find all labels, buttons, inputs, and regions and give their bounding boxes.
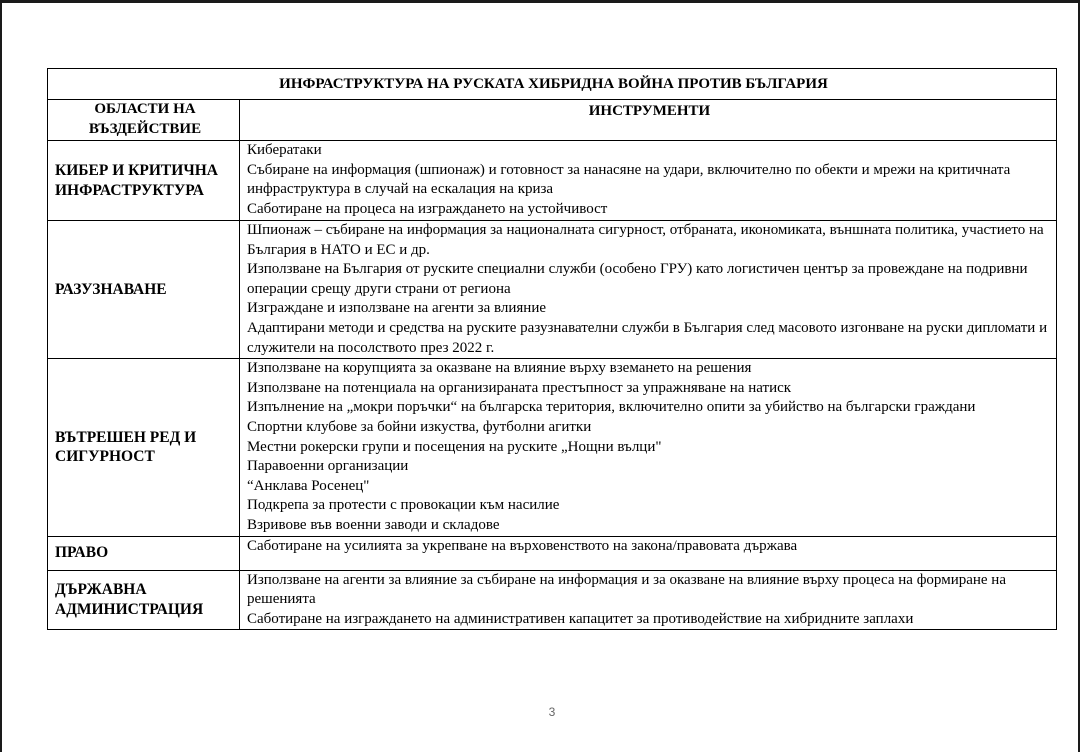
instrument-item: Адаптирани методи и средства на руските разузнавателни служби в България след масовото изгонване на руски дипломати и служители на посолството през 2022 г. <box>247 319 1048 356</box>
area-cell-administration: ДЪРЖАВНА АДМИНИСТРАЦИЯ <box>48 570 240 630</box>
instruments-cell-intelligence <box>240 221 1057 359</box>
instruments-cell-administration <box>240 570 1057 630</box>
instruments-cell-internal-order <box>240 359 1057 536</box>
instrument-item: Използване на агенти за влияние за събиране на информация и за оказване на влияние върху процеса на формиране на решенията <box>247 571 1006 608</box>
instrument-item: “Анклава Росенец" <box>247 477 370 494</box>
instrument-item: Шпионаж – събиране на информация за националната сигурност, отбраната, икономиката, външната политика, участието на България в НАТО и ЕС и др. <box>247 222 1044 258</box>
instrument-item: Изпълнение на „мокри поръчки“ на българска територия, включително опити за убийство на български граждани <box>247 399 976 416</box>
instrument-item: Използване на корупцията за оказване на влияние върху вземането на решения <box>247 360 752 377</box>
instrument-item: Местни рокерски групи и посещения на руските „Нощни вълци" <box>247 438 662 455</box>
hybrid-war-infrastructure-table <box>47 68 1057 630</box>
table-row <box>48 570 1057 630</box>
instrument-item: Саботиране на изграждането на административен капацитет за противодействие на хибридните заплахи <box>247 610 914 627</box>
area-cell-internal-order: ВЪТРЕШЕН РЕД И СИГУРНОСТ <box>48 359 240 536</box>
column-header-instruments: ИНСТРУМЕНТИ <box>240 100 1057 141</box>
instrument-item: Саботиране на процеса на изграждането на устойчивост <box>247 200 608 217</box>
table-row <box>48 359 1057 536</box>
instruments-cell-cyber <box>240 141 1057 221</box>
title-row <box>48 69 1057 100</box>
column-header-areas: ОБЛАСТИ НА ВЪЗДЕЙСТВИЕ <box>48 100 240 141</box>
instrument-item: Подкрепа за протести с провокации към насилие <box>247 497 560 514</box>
instrument-item: Спортни клубове за бойни изкуства, футболни агитки <box>247 418 592 435</box>
area-cell-cyber: КИБЕР И КРИТИЧНА ИНФРАСТРУКТУРА <box>48 141 240 221</box>
instrument-item: Паравоенни организации <box>247 458 409 475</box>
area-cell-law: ПРАВО <box>48 536 240 570</box>
area-cell-intelligence: РАЗУЗНАВАНЕ <box>48 221 240 359</box>
instrument-item: Използване на потенциала на организираната престъпност за упражняване на натиск <box>247 379 792 396</box>
header-row <box>48 100 1057 141</box>
table-title: ИНФРАСТРУКТУРА НА РУСКАТА ХИБРИДНА ВОЙНА ПРОТИВ БЪЛГАРИЯ <box>48 69 1057 100</box>
table-row <box>48 141 1057 221</box>
instrument-item: Кибератаки <box>247 142 322 158</box>
instrument-item: Саботиране на усилията за укрепване на върховенството на закона/правовата държава <box>247 537 798 554</box>
instruments-cell-law <box>240 536 1057 570</box>
instrument-item: Използване на България от руските специални служби (особено ГРУ) като логистичен център за провеждане на подривни операции срещу други страни от региона <box>247 261 1028 297</box>
instrument-item: Взривове във военни заводи и складове <box>247 516 500 533</box>
instrument-item: Изграждане и използване на агенти за влияние <box>247 300 547 317</box>
page-number: 3 <box>548 705 556 719</box>
table-row <box>48 221 1057 359</box>
table-row <box>48 536 1057 570</box>
instrument-item: Събиране на информация (шпионаж) и готовност за нанасяне на удари, включително по обекти и мрежи на критичната инфраструктура в случай на ескалация на криза <box>247 161 1011 198</box>
